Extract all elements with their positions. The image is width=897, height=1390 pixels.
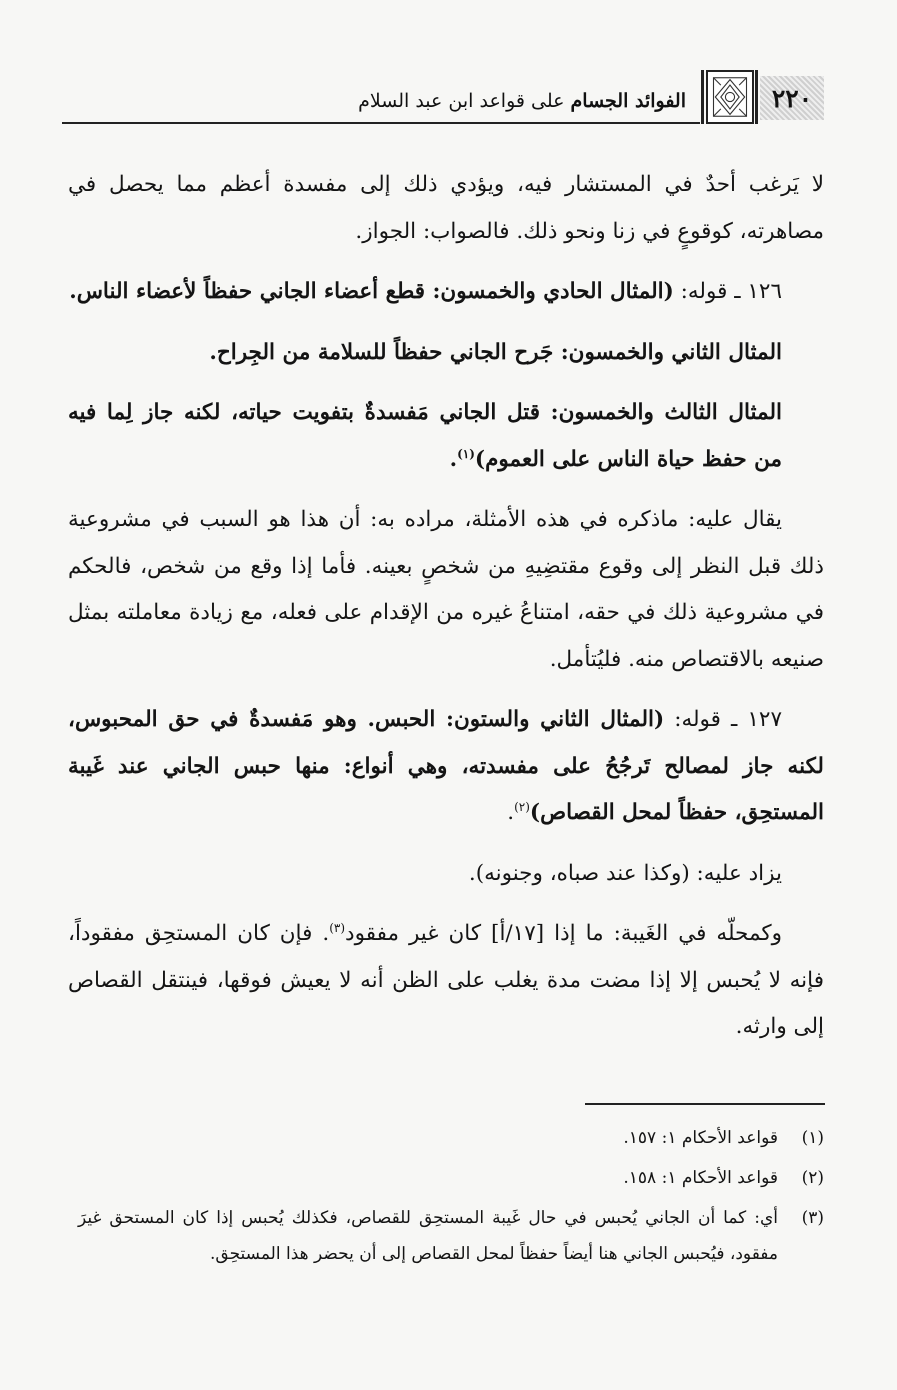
punctuation: . bbox=[507, 800, 515, 825]
paragraph-text: وكمحلّه في الغَيبة: ما إذا [١٧/أ] كان غير مفقود bbox=[345, 921, 782, 946]
paragraph bbox=[68, 911, 824, 1051]
footnote bbox=[78, 1200, 824, 1272]
paragraph bbox=[68, 269, 824, 316]
paragraph: لا يَرغب أحدٌ في المستشار فيه، ويؤدي ذلك إلى مفسدة أعظم مما يحصل في مصاهرته، كوقوعٍ في زنا ونحو ذلك. فالصواب: الجواز. bbox=[68, 172, 824, 244]
ornament-divider bbox=[701, 70, 704, 124]
footnote-number: (٢) bbox=[801, 1168, 824, 1188]
footnote-ref: (١) bbox=[457, 446, 475, 461]
ornament-pattern bbox=[708, 72, 752, 122]
paragraph-text: . فإن كان المستحِق مفقوداً، فإنه لا يُحبس إلا إذا مضت مدة يغلب على الظن أنه لا يعيش فوقها، فينتقل القصاص إلى وارثه. bbox=[68, 921, 824, 1039]
quoted-text: (المثال الثاني والستون: الحبس. وهو مَفسدةٌ في حق المحبوس، لكنه جاز لمصالح تَرجُحُ على مفسدته، وهي أنواع: منها حبس الجاني عند غَيبة المستحِق، حفظاً لمحل القصاص) bbox=[68, 707, 824, 825]
entry-number: ١٢٧ ـ قوله: bbox=[664, 707, 782, 732]
paragraph: يزاد عليه: (وكذا عند صباه، وجنونه). bbox=[468, 860, 782, 886]
ornament-divider bbox=[755, 70, 758, 124]
footnotes bbox=[78, 1120, 824, 1276]
footnote-number: (١) bbox=[801, 1128, 824, 1148]
page-header bbox=[62, 70, 824, 130]
footnote-number: (٣) bbox=[801, 1208, 824, 1228]
footnote-text: أي: كما أن الجاني يُحبس في حال غَيبة المستحِق للقصاص، فكذلك يُحبس إذا كان المستحق غيرَ مفقود، فيُحبس الجاني هنا أيضاً حفظاً لمحل القصاص إلى أن يحضر هذا المستحِق. bbox=[78, 1208, 778, 1264]
footnote-text: قواعد الأحكام ١: ١٥٧. bbox=[623, 1128, 778, 1148]
ornament-icon bbox=[706, 70, 754, 124]
footnote-text: قواعد الأحكام ١: ١٥٨. bbox=[623, 1168, 778, 1188]
footnote bbox=[78, 1120, 824, 1156]
page-number: ٢٢٠ bbox=[760, 76, 824, 120]
running-title-rest: على قواعد ابن عبد السلام bbox=[358, 90, 571, 112]
header-rule bbox=[62, 122, 700, 124]
quoted-text: (المثال الحادي والخمسون: قطع أعضاء الجاني حفظاً لأعضاء الناس. bbox=[69, 279, 674, 304]
footnote-separator bbox=[585, 1103, 825, 1105]
main-text bbox=[68, 162, 824, 1065]
footnote bbox=[78, 1160, 824, 1196]
punctuation: . bbox=[449, 446, 458, 472]
entry-number: ١٢٦ ـ قوله: bbox=[673, 279, 782, 304]
paragraph: يقال عليه: ماذكره في هذه الأمثلة، مراده به: أن هذا هو السبب في مشروعية ذلك قبل النظر إلى وقوع مقتضِيهِ من شخصٍ بعينه. فأما إذا وقع من شخص، فالحكم في مشروعية ذلك في حقه، امتناعُ غيره من الإقدام على فعله، مع زيادة معاملته بمثل صنيعه بالاقتصاص منه. فليُتأمل. bbox=[68, 507, 824, 672]
running-title-strong: الفوائد الجسام bbox=[570, 90, 686, 112]
running-title bbox=[358, 90, 686, 112]
quoted-text: المثال الثاني والخمسون: جَرح الجاني حفظاً للسلامة من الجِراح. bbox=[209, 339, 782, 365]
paragraph bbox=[68, 697, 824, 837]
footnote-ref: (٢) bbox=[514, 799, 530, 814]
footnote-ref: (٣) bbox=[329, 920, 346, 935]
quoted-text bbox=[68, 390, 824, 483]
quoted-text-body: المثال الثالث والخمسون: قتل الجاني مَفسدةٌ بتفويت حياته، لكنه جاز لِما فيه من حفظ حياة الناس على العموم) bbox=[68, 400, 782, 472]
